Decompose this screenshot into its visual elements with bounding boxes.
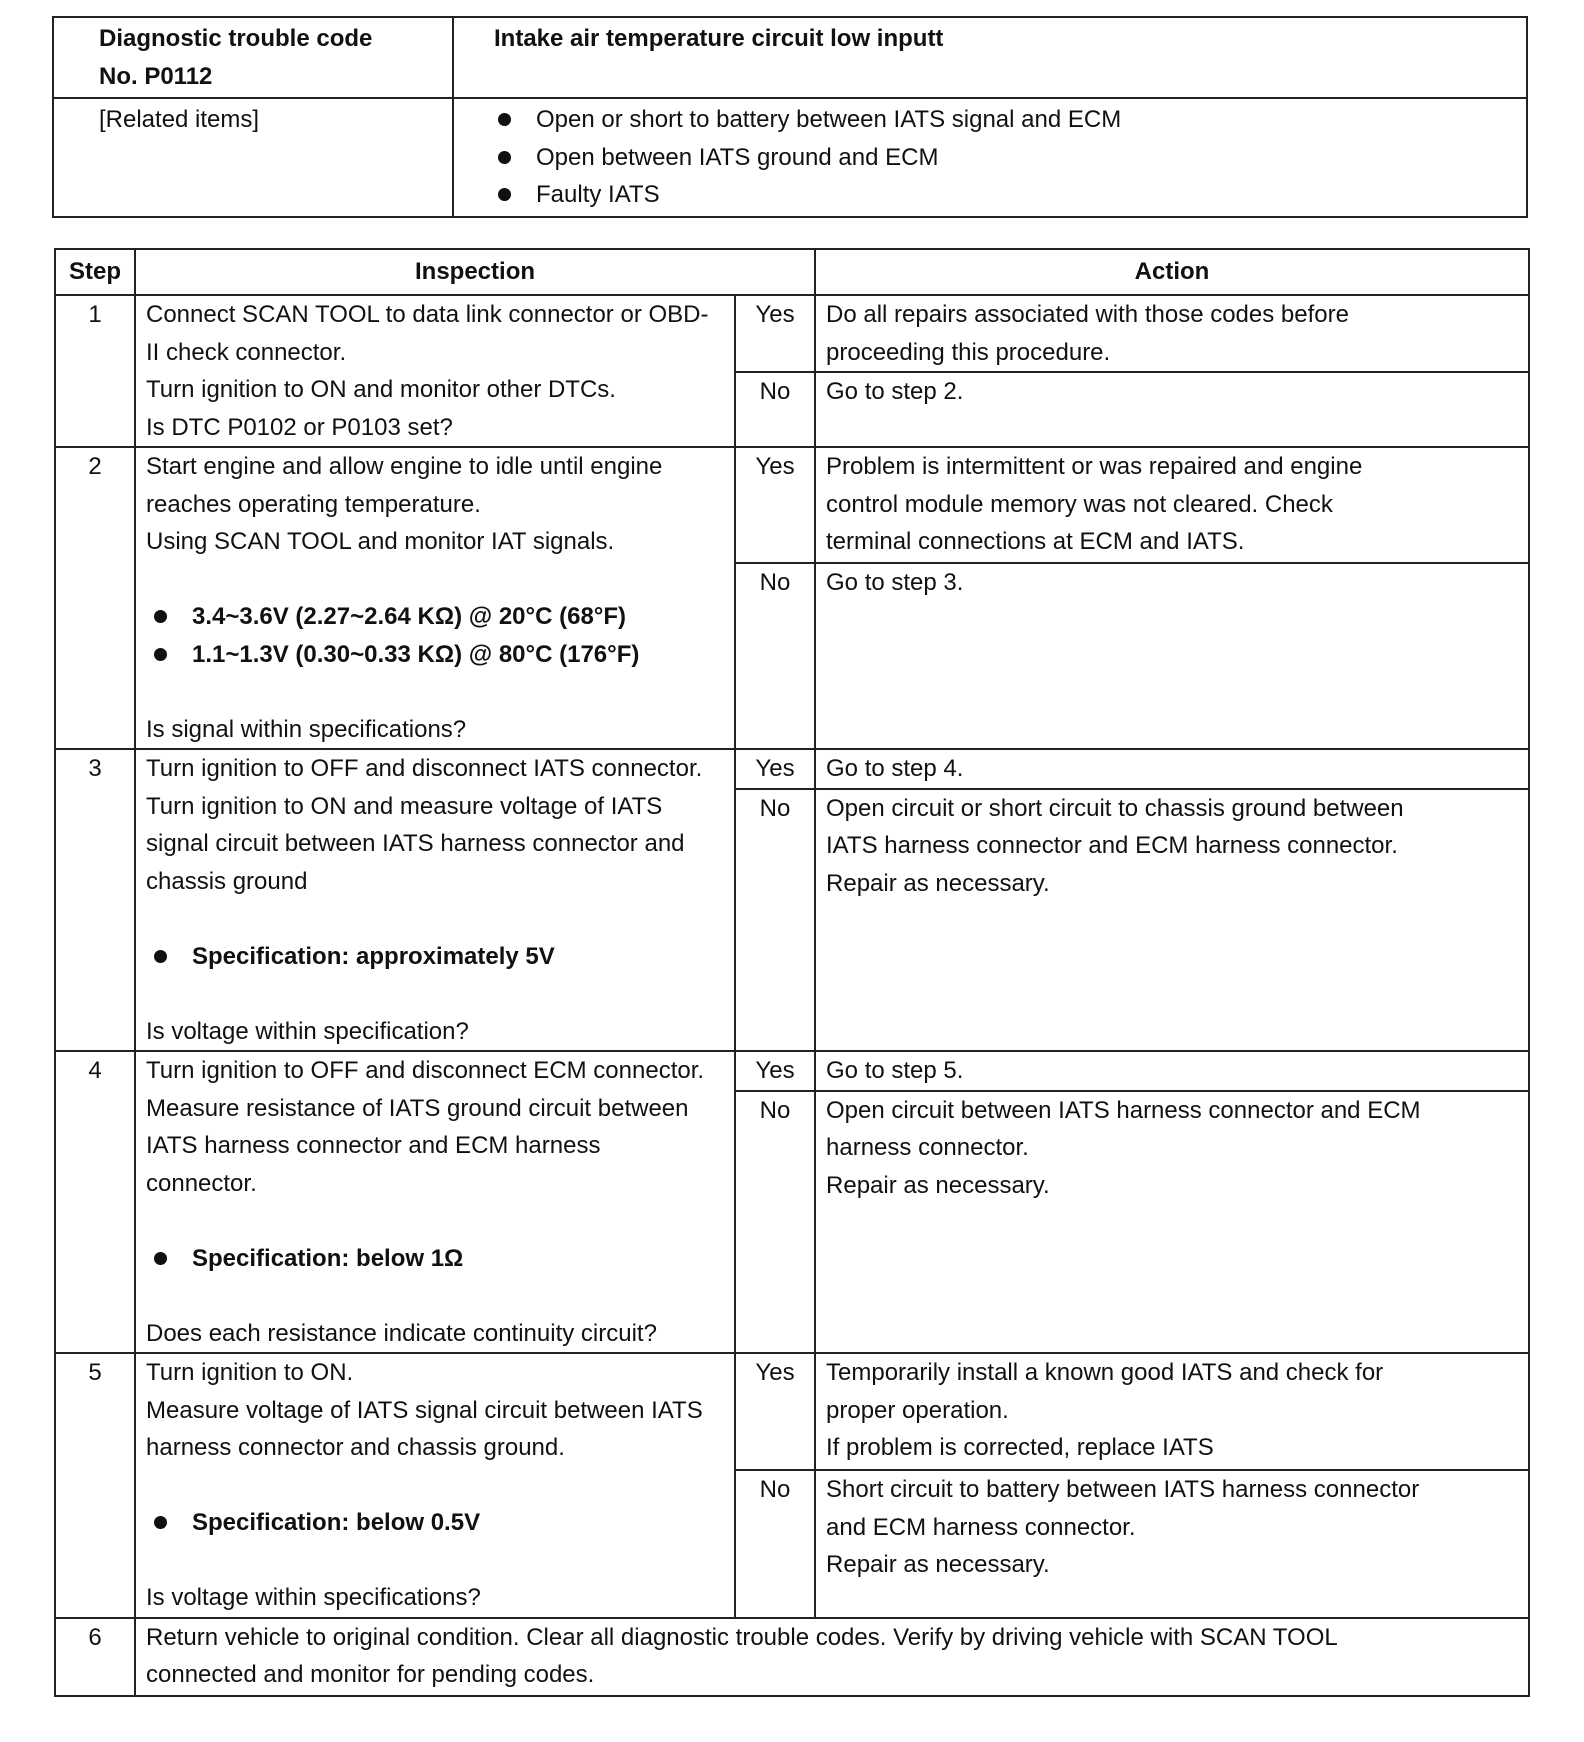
yes-label: Yes xyxy=(735,295,815,372)
action-line: Repair as necessary. xyxy=(826,1551,1050,1579)
yes-action-cell xyxy=(815,295,1529,372)
specification-item: Specification: below 1Ω xyxy=(146,1240,724,1278)
table-row xyxy=(55,1618,1529,1696)
inspection-line: Turn ignition to OFF and disconnect ECM connector. xyxy=(146,1057,705,1084)
related-label-text: [Related items] xyxy=(99,106,260,133)
list-item: Open or short to battery between IATS signal and ECM xyxy=(494,101,1516,139)
step-number: 4 xyxy=(55,1051,135,1353)
dtc-title xyxy=(453,17,1527,98)
inspection-cell xyxy=(135,1051,735,1353)
table-row xyxy=(55,749,1529,789)
final-step-cell xyxy=(135,1618,1529,1696)
related-items-list xyxy=(494,101,1516,214)
inspection-line: Connect SCAN TOOL to data link connector or OBD- xyxy=(146,301,709,328)
related-items-label xyxy=(53,98,453,217)
yes-label: Yes xyxy=(735,447,815,563)
list-item: Open between IATS ground and ECM xyxy=(494,139,1516,177)
table-row xyxy=(55,1353,1529,1470)
no-label: No xyxy=(735,563,815,749)
inspection-line: Start engine and allow engine to idle until engine xyxy=(146,453,663,480)
inspection-question: Does each resistance indicate continuity circuit? xyxy=(146,1319,657,1347)
specification-item: Specification: below 0.5V xyxy=(146,1504,724,1542)
dtc-label-line1: Diagnostic trouble code xyxy=(99,25,373,52)
inspection-question: Is signal within specifications? xyxy=(146,715,467,743)
table-header-row xyxy=(55,249,1529,295)
inspection-line: Turn ignition to ON and monitor other DTCs. xyxy=(146,376,616,403)
action-line: If problem is corrected, replace IATS xyxy=(826,1434,1214,1461)
inspection-cell xyxy=(135,295,735,447)
step-number: 1 xyxy=(55,295,135,447)
action-line: proper operation. xyxy=(826,1396,1009,1424)
inspection-cell xyxy=(135,749,735,1051)
dtc-header-table xyxy=(52,16,1528,218)
step-number: 6 xyxy=(55,1618,135,1696)
inspection-line: harness connector and chassis ground. xyxy=(146,1434,565,1461)
inspection-line: chassis ground xyxy=(146,867,308,895)
inspection-question: Is voltage within specifications? xyxy=(146,1584,481,1611)
column-header-inspection: Inspection xyxy=(135,249,815,295)
action-line: Repair as necessary. xyxy=(826,869,1050,897)
inspection-line: Turn ignition to ON. xyxy=(146,1359,354,1386)
action-line: Go to step 4. xyxy=(826,755,964,782)
inspection-line: Turn ignition to ON and measure voltage of IATS xyxy=(146,792,663,820)
no-action-cell xyxy=(815,789,1529,1051)
action-line: Problem is intermittent or was repaired and engine xyxy=(826,453,1363,480)
inspection-line: Is DTC P0102 or P0103 set? xyxy=(146,413,453,441)
inspection-line: connector. xyxy=(146,1169,257,1197)
action-line: Do all repairs associated with those codes before xyxy=(826,301,1349,328)
yes-label: Yes xyxy=(735,749,815,789)
step-number: 5 xyxy=(55,1353,135,1618)
action-line: and ECM harness connector. xyxy=(826,1513,1136,1541)
related-items-cell xyxy=(453,98,1527,217)
final-step-line: connected and monitor for pending codes. xyxy=(146,1661,595,1688)
inspection-cell xyxy=(135,1353,735,1618)
table-row xyxy=(55,295,1529,372)
dtc-title-text: Intake air temperature circuit low inputt xyxy=(494,25,944,52)
inspection-line: II check connector. xyxy=(146,338,347,366)
no-label: No xyxy=(735,372,815,447)
no-label: No xyxy=(735,1470,815,1617)
yes-action-cell xyxy=(815,1353,1529,1470)
yes-label: Yes xyxy=(735,1353,815,1470)
action-line: Open circuit or short circuit to chassis ground between xyxy=(826,794,1404,822)
action-line: IATS harness connector and ECM harness connector. xyxy=(826,832,1398,860)
no-action-cell xyxy=(815,1091,1529,1353)
action-line: Go to step 3. xyxy=(826,569,964,596)
inspection-line: Turn ignition to OFF and disconnect IATS connector. xyxy=(146,755,703,782)
specification-item: 3.4~3.6V (2.27~2.64 KΩ) @ 20°C (68°F) xyxy=(146,598,724,636)
action-line: Open circuit between IATS harness connector and ECM xyxy=(826,1096,1421,1124)
step-number: 3 xyxy=(55,749,135,1051)
specification-item: 1.1~1.3V (0.30~0.33 KΩ) @ 80°C (176°F) xyxy=(146,636,724,674)
yes-action-cell xyxy=(815,1051,1529,1091)
inspection-line: Measure resistance of IATS ground circuit between xyxy=(146,1094,689,1122)
no-action-cell xyxy=(815,563,1529,749)
no-action-cell xyxy=(815,372,1529,447)
list-item: Faulty IATS xyxy=(494,176,1516,214)
inspection-question: Is voltage within specification? xyxy=(146,1017,469,1045)
inspection-line: reaches operating temperature. xyxy=(146,490,481,518)
inspection-line: Using SCAN TOOL and monitor IAT signals. xyxy=(146,528,615,555)
dtc-code-label xyxy=(53,17,453,98)
table-row xyxy=(55,447,1529,563)
inspection-line: signal circuit between IATS harness connector and xyxy=(146,830,685,857)
action-line: Short circuit to battery between IATS harness connector xyxy=(826,1476,1420,1504)
final-step-line: Return vehicle to original condition. Clear all diagnostic trouble codes. Verify by driving vehicle with SCAN TOOL xyxy=(146,1623,1338,1651)
yes-label: Yes xyxy=(735,1051,815,1091)
action-line: terminal connections at ECM and IATS. xyxy=(826,528,1245,555)
column-header-action: Action xyxy=(815,249,1529,295)
yes-action-cell xyxy=(815,749,1529,789)
action-line: proceeding this procedure. xyxy=(826,338,1111,366)
dtc-number: No. P0112 xyxy=(99,62,213,90)
yes-action-cell xyxy=(815,447,1529,563)
action-line: Go to step 2. xyxy=(826,378,964,405)
table-row xyxy=(55,1051,1529,1091)
inspection-line: IATS harness connector and ECM harness xyxy=(146,1132,601,1159)
inspection-cell xyxy=(135,447,735,749)
action-line: Go to step 5. xyxy=(826,1057,964,1084)
action-line: Repair as necessary. xyxy=(826,1171,1050,1199)
step-number: 2 xyxy=(55,447,135,749)
specification-item: Specification: approximately 5V xyxy=(146,938,724,976)
action-line: Temporarily install a known good IATS and check for xyxy=(826,1359,1384,1386)
action-line: harness connector. xyxy=(826,1134,1029,1162)
inspection-line: Measure voltage of IATS signal circuit between IATS xyxy=(146,1396,703,1424)
no-action-cell xyxy=(815,1470,1529,1617)
column-header-step: Step xyxy=(55,249,135,295)
procedure-table xyxy=(54,248,1530,1697)
no-label: No xyxy=(735,1091,815,1353)
no-label: No xyxy=(735,789,815,1051)
action-line: control module memory was not cleared. Check xyxy=(826,490,1333,518)
